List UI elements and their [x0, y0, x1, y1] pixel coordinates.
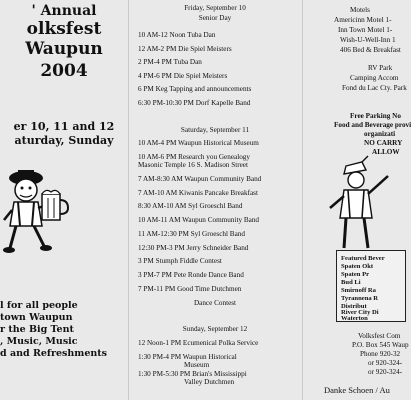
friday-event: 6 PM Keg Tapping and announcements [138, 85, 252, 93]
contact-line: or 920-324- [368, 368, 403, 376]
saturday-event: 3 PM-7 PM Pete Ronde Dance Band [138, 271, 244, 279]
sunday-event: 1:30 PM-5:30 PM Brian's Mississippi [138, 370, 247, 378]
distributor-label: Distribut [341, 303, 367, 310]
contact-line: or 920-324- [368, 359, 403, 367]
event-days: aturday, Sunday [14, 134, 114, 147]
friday-event: 10 AM-12 Noon Tuba Dan [138, 31, 216, 39]
sunday-event: 1:30 PM-4 PM Waupun Historical [138, 353, 237, 361]
motels-title: Motels [350, 6, 370, 14]
distributor-item: Waterton [341, 315, 368, 322]
contact-line: Phone 920-32 [360, 350, 401, 358]
event-city: Waupun [25, 39, 103, 59]
saturday-event: 7 AM-8:30 AM Waupun Community Band [138, 175, 262, 183]
rv-item: Fond du Lac Cty. Park [342, 84, 407, 92]
rv-title: RV Park [368, 64, 393, 72]
beverages-title: Featured Bever [341, 255, 385, 262]
tagline-line-1: l for all people [0, 300, 78, 311]
event-annual-title: ' Annual [31, 3, 97, 19]
saturday-event: 3 PM Stumph Fiddle Contest [138, 257, 222, 265]
distributor-item: River City Di [341, 309, 379, 316]
saturday-event: 12:30 PM-3 PM Jerry Schneider Band [138, 244, 249, 252]
lederhosen-man-icon [322, 158, 400, 254]
parking-line: Free Parking No [350, 112, 401, 120]
event-name: olksfest [26, 19, 102, 39]
saturday-event: 7 AM-10 AM Kiwanis Pancake Breakfast [138, 189, 258, 197]
featured-beverages-box [336, 250, 406, 322]
sunday-heading: Sunday, September 12 [182, 325, 248, 333]
contact-line: P.O. Box 545 Waup [352, 341, 409, 349]
motel-item: Americinn Motel 1- [334, 16, 392, 24]
friday-event: 4 PM-6 PM Die Spiel Meisters [138, 72, 228, 80]
friday-subheading: Senior Day [198, 14, 232, 22]
event-year: 2004 [40, 61, 88, 81]
friday-event: 2 PM-4 PM Tuba Dan [138, 58, 202, 66]
friday-heading: Friday, September 10 [184, 4, 246, 12]
saturday-event: 10 AM-11 AM Waupun Community Band [138, 216, 260, 224]
motel-item: Wish-U-Well-Inn 1 [340, 36, 396, 44]
saturday-event: 10 AM-6 PM Research you Genealogy [138, 153, 250, 161]
motel-item: Inn Town Motel 1- [338, 26, 393, 34]
schedule-panel [128, 0, 302, 400]
saturday-event: 11 AM-12:30 PM Syl Groeschl Band [138, 230, 245, 238]
friday-event: 12 AM-2 PM Die Spiel Meisters [138, 45, 232, 53]
tagline-line-4: , Music, Music [0, 336, 78, 347]
parking-line: ALLOW [372, 148, 400, 156]
parking-line: organizati [364, 130, 396, 138]
event-dates: er 10, 11 and 12 [13, 120, 115, 133]
tagline-line-5: d and Refreshments [0, 348, 108, 359]
beverage-item: Bud Li [341, 279, 361, 286]
beverage-item: Tyrannena R [341, 295, 379, 302]
valley-dutchmen-sub: Valley Dutchmen [184, 378, 235, 386]
saturday-heading: Saturday, September 11 [180, 126, 250, 134]
motel-item: 406 Bed & Breakfast [340, 46, 401, 54]
closing-line: Danke Schoen / Au [324, 385, 390, 395]
friday-event: 6:30 PM-10:30 PM Dorf Kapelle Band [138, 99, 251, 107]
contact-line: Volksfest Com [358, 332, 401, 340]
tagline-line-3: r the Big Tent [0, 324, 74, 335]
beer-stein-icon [40, 188, 70, 222]
info-panel [302, 0, 411, 400]
beverage-item: Spaten Okt [341, 263, 374, 270]
sunday-event: 12 Noon-1 PM Ecumenical Polka Service [138, 339, 259, 347]
rv-item: Camping Accom [350, 74, 399, 82]
beverage-item: Smirnoff Ra [341, 287, 376, 294]
saturday-event: 10 AM-4 PM Waupun Historical Museum [138, 139, 259, 147]
parking-line: NO CARRY [364, 139, 403, 147]
saturday-event: 8:30 AM-10 AM Syl Groeschl Band [138, 202, 243, 210]
genealogy-location: Masonic Temple 16 S. Madison Street [138, 161, 248, 169]
saturday-event: 7 PM-11 PM Good Time Dutchmen [138, 285, 242, 293]
museum-sub: Museum [184, 361, 210, 369]
beverage-item: Spaten Pr [341, 271, 370, 278]
parking-line: Food and Beverage provi [334, 121, 411, 129]
tagline-line-2: town Waupun [0, 312, 73, 323]
left-panel [0, 0, 128, 400]
dance-contest: Dance Contest [193, 299, 237, 307]
